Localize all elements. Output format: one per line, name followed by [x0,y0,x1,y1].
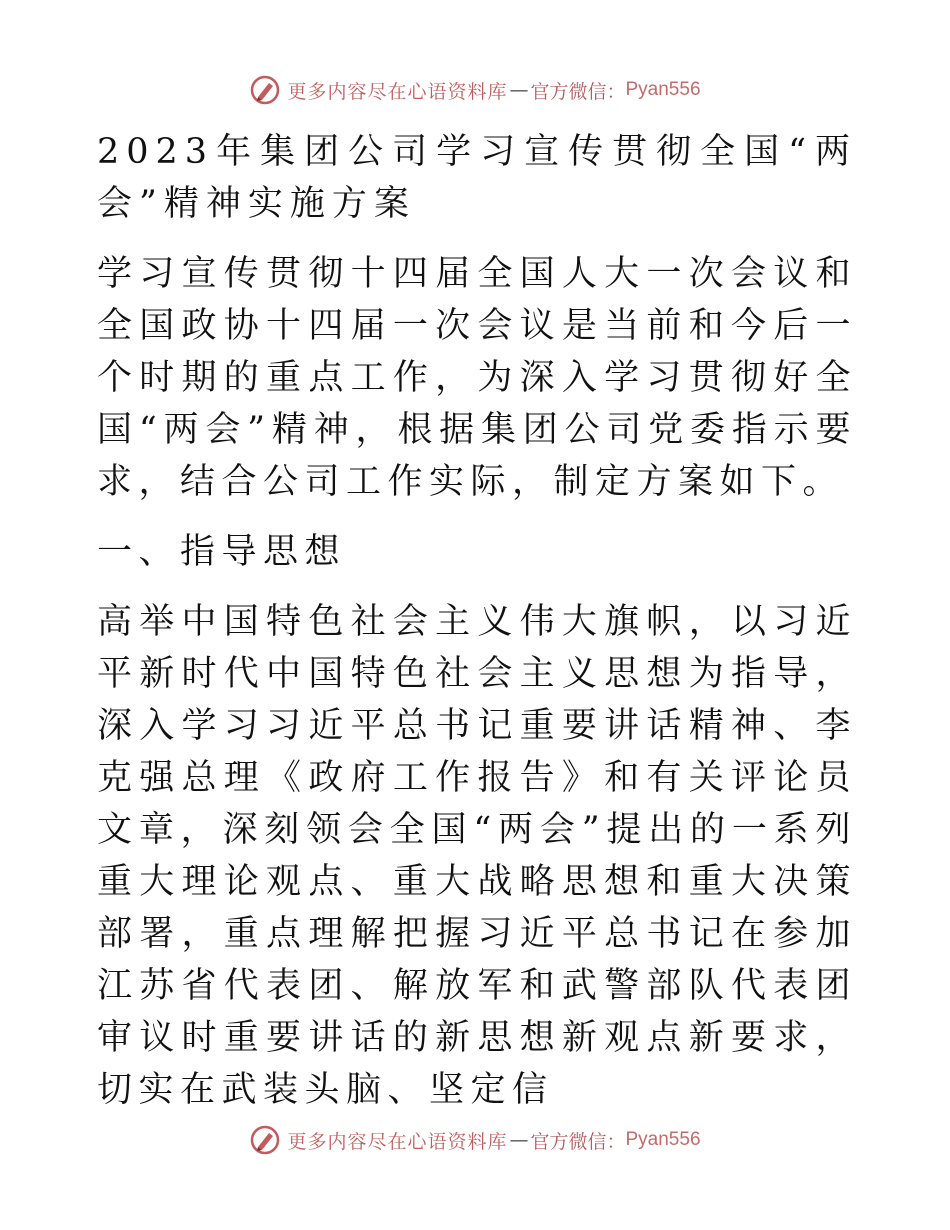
watermark-contact-id: Pyan556 [625,79,701,100]
pen-logo-icon [249,1124,281,1156]
document-title: 2023年集团公司学习宣传贯彻全国“两会”精神实施方案 [97,132,857,224]
watermark-contact-id: Pyan556 [625,1129,701,1150]
watermark-main-text: 更多内容尽在心语资料库 [287,80,508,103]
document-body [97,126,857,1134]
pen-logo-icon [249,74,281,106]
watermark-header [0,70,950,110]
watermark-footer [0,1120,950,1160]
watermark-main-text: 更多内容尽在心语资料库 [287,1130,508,1153]
watermark-contact-label: 官方微信： [530,1130,626,1153]
watermark-dash: — [509,79,529,101]
intro-paragraph: 学习宣传贯彻十四届全国人大一次会议和全国政协十四届一次会议是当前和今后一个时期的重点工作，为深入学习贯彻好全国“两会”精神，根据集团公司党委指示要求，结合公司工作实际，制定方案如下。 [97,254,857,502]
watermark-dash: — [509,1129,529,1151]
section-heading-guiding-ideology: 一、指导思想 [97,532,347,572]
watermark-contact-label: 官方微信： [530,80,626,103]
guiding-ideology-paragraph: 高举中国特色社会主义伟大旗帜，以习近平新时代中国特色社会主义思想为指导，深入学习习近平总书记重要讲话精神、李克强总理《政府工作报告》和有关评论员文章，深刻领会全国“两会”提出的一系列重大理论观点、重大战略思想和重大决策部署，重点理解把握习近平总书记在参加江苏省代表团、解放军和武警部队代表团审议时重要讲话的新思想新观点新要求，切实在武装头脑、坚定信 [97,602,857,1110]
